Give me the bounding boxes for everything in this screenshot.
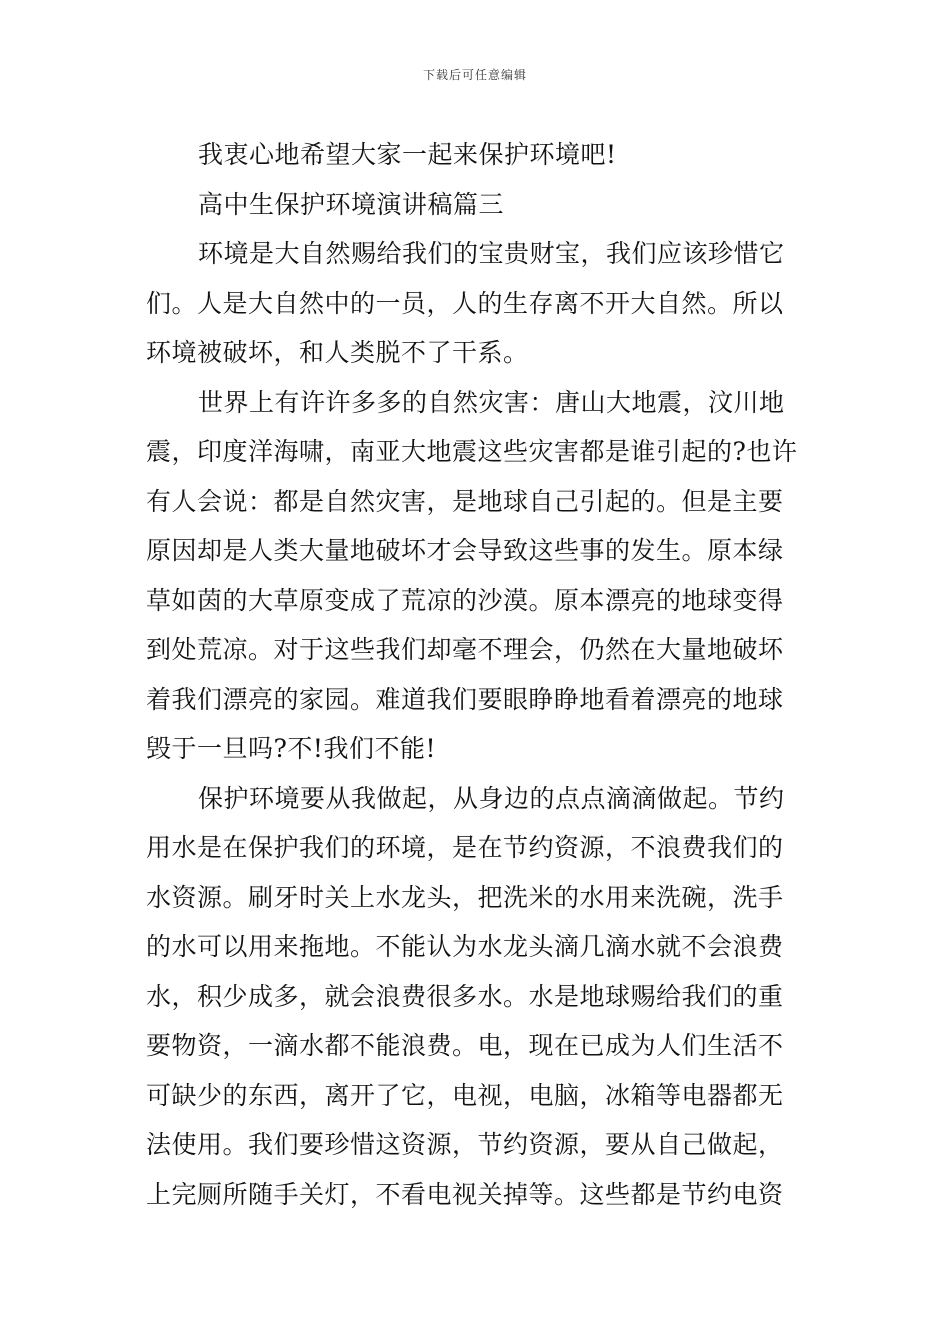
paragraph-line: 世界上有许许多多的自然灾害：唐山大地震，汶川地 — [198, 387, 785, 417]
paragraph-line: 水，积少成多，就会浪费很多水。水是地球赐给我们的重 — [146, 981, 784, 1011]
paragraph-line: 的水可以用来拖地。不能认为水龙头滴几滴水就不会浪费 — [146, 932, 784, 961]
paragraph-line: 法使用。我们要珍惜这资源，节约资源，要从自己做起， — [146, 1130, 784, 1159]
paragraph-line: 可缺少的东西，离开了它，电视，电脑，冰箱等电器都无 — [146, 1080, 784, 1110]
paragraph-line: 着我们漂亮的家园。难道我们要眼睁睁地看着漂亮的地球 — [146, 684, 784, 714]
paragraph-line: 毁于一旦吗?不!我们不能! — [146, 734, 436, 763]
paragraph-line: 环境是大自然赐给我们的宝贵财宝，我们应该珍惜它 — [198, 239, 785, 268]
document-body — [146, 130, 810, 1219]
paragraph-line: 上完厕所随手关灯，不看电视关掉等。这些都是节约电资 — [146, 1179, 784, 1209]
paragraph-line: 震，印度洋海啸，南亚大地震这些灾害都是谁引起的?也许 — [146, 437, 798, 466]
page-header: 下载后可任意编辑 — [422, 68, 527, 82]
paragraph-line: 原因却是人类大量地破坏才会导致这些事的发生。原本绿 — [146, 536, 784, 565]
paragraph-line: 环境被破坏，和人类脱不了干系。 — [146, 338, 529, 367]
paragraph-line: 要物资，一滴水都不能浪费。电，现在已成为人们生活不 — [146, 1031, 784, 1060]
paragraph-line: 保护环境要从我做起，从身边的点点滴滴做起。节约 — [198, 783, 785, 813]
paragraph-line: 水资源。刷牙时关上水龙头，把洗米的水用来洗碗，洗手 — [146, 882, 784, 912]
paragraph-line: 我衷心地希望大家一起来保护环境吧! — [198, 140, 617, 169]
paragraph-line: 草如茵的大草原变成了荒凉的沙漠。原本漂亮的地球变得 — [146, 585, 784, 615]
section-heading: 高中生保护环境演讲稿篇三 — [198, 189, 505, 219]
paragraph-line: 们。人是大自然中的一员，人的生存离不开大自然。所以 — [146, 288, 784, 318]
paragraph-line: 到处荒凉。对于这些我们却毫不理会，仍然在大量地破坏 — [146, 635, 784, 664]
paragraph-line: 有人会说：都是自然灾害，是地球自己引起的。但是主要 — [146, 486, 784, 516]
paragraph-line: 用水是在保护我们的环境，是在节约资源，不浪费我们的 — [146, 833, 784, 862]
